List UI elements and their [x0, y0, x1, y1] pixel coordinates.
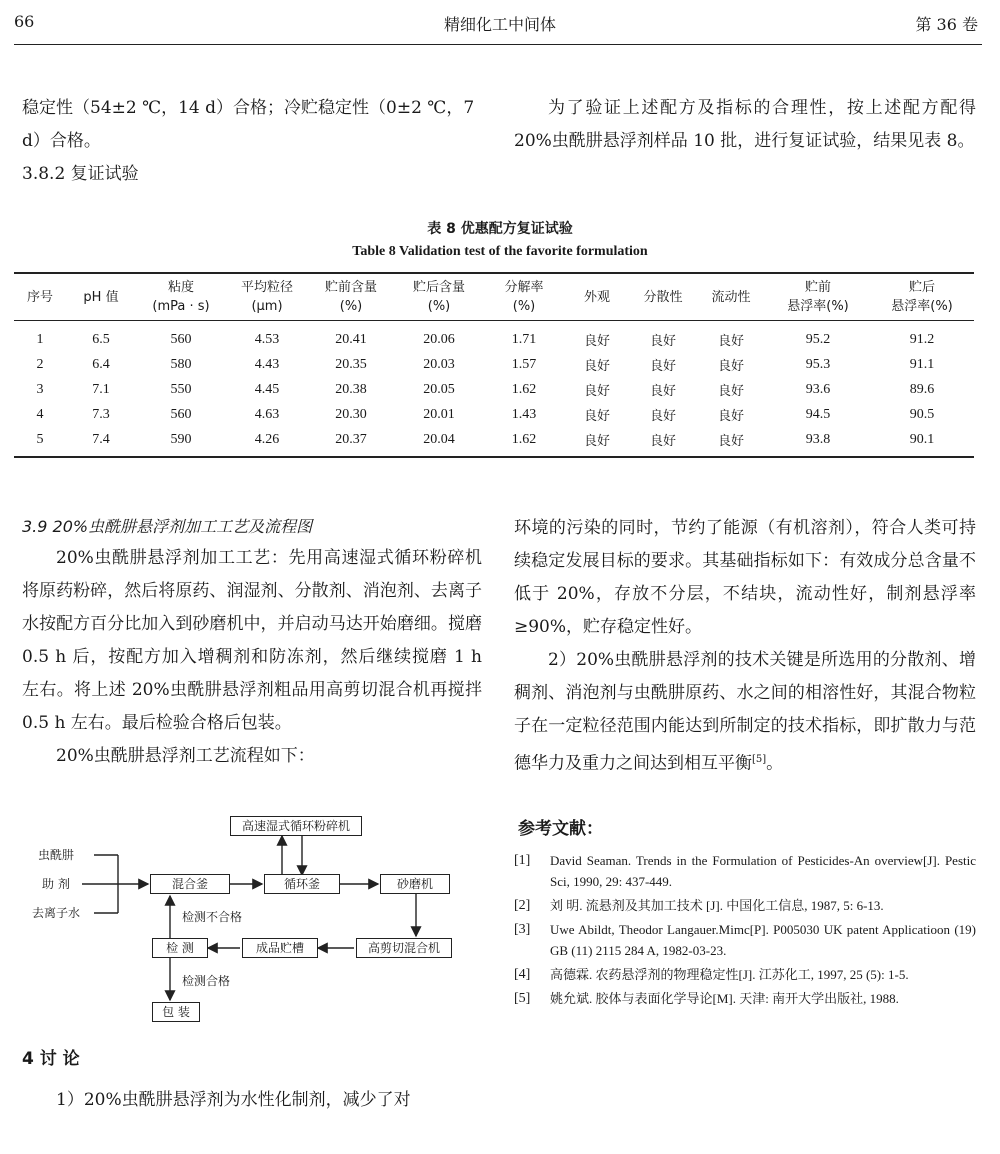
table-cell: 良好 [649, 384, 676, 399]
flow-box-sand-mill: 砂磨机 [380, 874, 450, 894]
table-cell: 1 [36, 331, 44, 347]
col-header: 贮前 悬浮率(%) [766, 273, 870, 321]
discussion-paragraph-1: 1）20%虫酰肼悬浮剂为水性化制剂，减少了对 [56, 1090, 411, 1110]
table-cell: 20.03 [423, 356, 455, 372]
flow-box-crusher: 高速湿式循环粉碎机 [230, 816, 362, 836]
reference-number: [3] [514, 922, 531, 937]
flow-box-pack: 包 装 [152, 1002, 200, 1022]
process-flowchart [30, 812, 460, 1032]
page-header [0, 0, 1000, 72]
table-cell: 4.45 [254, 381, 280, 397]
table-cell: 良好 [717, 384, 744, 399]
table-cell: 91.2 [909, 331, 935, 347]
table-cell: 20.38 [335, 381, 367, 397]
table-cell: 94.5 [805, 406, 831, 422]
table-cell: 良好 [696, 427, 766, 457]
table-cell: 20.04 [394, 427, 484, 457]
table-cell: 93.8 [766, 427, 870, 457]
col-header: 分解率 (%) [484, 273, 564, 321]
flow-input-water: 去离子水 [32, 906, 81, 920]
discussion-paragraph-2: 2）20%虫酰肼悬浮剂的技术关键是所选用的分散剂、增稠剂、消泡剂与虫酰肼原药、水之间的相溶性好，其混合物粒子在一定粒径范围内能达到所制定的技术指标，即扩散力与范德华力及重力之间达到相互平衡[5]。 [514, 650, 976, 774]
left-body-column [22, 512, 482, 773]
validation-table [14, 272, 974, 458]
col-header: 分散性 [630, 273, 696, 321]
flow-box-storage: 成品贮槽 [242, 938, 318, 958]
page-number: 66 [14, 12, 35, 31]
reference-number: [2] [514, 898, 531, 913]
col-header: 序号 [14, 273, 66, 321]
process-paragraph: 20%虫酰肼悬浮剂加工工艺：先用高速湿式循环粉碎机将原药粉碎，然后将原药、润湿剂、分散剂、消泡剂、去离子水按配方百分比加入到砂磨机中，并启动马达开始磨细。搅磨 0.5 h 后，按配方加入增稠剂和防冻剂，然后继续搅磨 1 h 左右。将上述 20%虫酰肼悬浮剂粗品用高剪切混合机再搅拌 0.5 h 左右。最后检验合格后包装。 [22, 548, 482, 733]
table-cell: 95.3 [805, 356, 831, 372]
table-cell: 560 [170, 406, 192, 422]
table-caption-en: Table 8 Validation test of the favorite formulation [352, 244, 648, 259]
reference-text: David Seaman. Trends in the Formulation of Pesticides-An overview[J]. Pestic Sci, 1990, 29: 437-449. [550, 853, 976, 889]
table-cell: 5 [14, 427, 66, 457]
table-cell: 580 [170, 356, 192, 372]
references-heading: 参考文献： [518, 819, 603, 839]
right-body-column [514, 512, 976, 781]
reference-number: [4] [514, 967, 531, 982]
table-cell: 6.5 [92, 331, 110, 347]
table-cell: 良好 [583, 334, 610, 349]
col-header: 贮前含量 (%) [308, 273, 394, 321]
reference-text: 高德霖. 农药悬浮剂的物理稳定性[J]. 江苏化工, 1997, 25 (5): 1-5. [550, 967, 909, 982]
table-cell: 良好 [630, 427, 696, 457]
table-cell: 20.05 [423, 381, 455, 397]
table-cell: 7.1 [92, 381, 110, 397]
table-cell: 良好 [564, 427, 630, 457]
journal-title: 精细化工中间体 [443, 15, 556, 34]
flow-input-additives: 助 剂 [42, 877, 70, 891]
col-header: pH 值 [66, 273, 136, 321]
flow-label-fail: 检测不合格 [182, 910, 243, 924]
col-header: 贮后 悬浮率(%) [870, 273, 974, 321]
table-header-row [14, 273, 974, 321]
references-list [514, 850, 976, 1012]
reference-item [514, 964, 976, 985]
section-4-heading: 4 讨 论 [22, 1049, 80, 1069]
reference-item [514, 988, 976, 1009]
reference-text: Uwe Abildt, Theodor Langauer.Mimc[P]. P005030 UK patent Applicatioon (19) GB (11) 2115 284 A, 1982-03-23. [550, 922, 976, 958]
table-cell: 4.53 [254, 331, 280, 347]
table-cell: 20.37 [308, 427, 394, 457]
table-cell: 良好 [649, 334, 676, 349]
reference-item [514, 895, 976, 916]
table-cell: 1.43 [511, 406, 537, 422]
table-cell: 3 [36, 381, 44, 397]
table-row [14, 402, 974, 427]
table-cell: 6.4 [92, 356, 110, 372]
table-cell: 7.3 [92, 406, 110, 422]
col-header: 外观 [564, 273, 630, 321]
header-rule [14, 44, 982, 45]
col-header: 平均粒径 (μm) [226, 273, 308, 321]
flow-box-mixer: 混合釜 [150, 874, 230, 894]
table-row [14, 352, 974, 377]
table-cell: 91.1 [909, 356, 935, 372]
table-cell: 1.62 [511, 381, 537, 397]
flow-label-pass: 检测合格 [182, 974, 231, 988]
stability-paragraph: 稳定性（54±2 ℃，14 d）合格；冷贮稳定性（0±2 ℃，7 d）合格。 [22, 98, 475, 151]
table-cell: 20.35 [335, 356, 367, 372]
table-cell: 93.6 [805, 381, 831, 397]
reference-number: [1] [514, 853, 531, 868]
section-3-9-heading: 3.9 20%虫酰肼悬浮剂加工工艺及流程图 [22, 517, 313, 536]
table-cell: 良好 [583, 384, 610, 399]
col-header: 流动性 [696, 273, 766, 321]
flow-intro-paragraph: 20%虫酰肼悬浮剂工艺流程如下： [56, 746, 315, 766]
table-caption-cn: 表 8 优惠配方复证试验 [427, 221, 573, 237]
table-cell: 1.62 [484, 427, 564, 457]
top-left-column [22, 92, 482, 191]
col-header: 贮后含量 (%) [394, 273, 484, 321]
table-cell: 良好 [717, 409, 744, 424]
reference-item [514, 919, 976, 961]
reference-number: [5] [514, 991, 531, 1006]
volume-label: 第 36 卷 [915, 15, 978, 34]
reference-item [514, 850, 976, 892]
table-cell: 89.6 [909, 381, 935, 397]
table-cell: 4.63 [254, 406, 280, 422]
table-cell: 4.43 [254, 356, 280, 372]
validation-intro-paragraph: 为了验证上述配方及指标的合理性，按上述配方配得 20%虫酰肼悬浮剂样品 10 批，进行复证试验，结果见表 8。 [514, 98, 976, 151]
reference-text: 姚允斌. 胶体与表面化学导论[M]. 天津: 南开大学出版社, 1988. [550, 991, 899, 1006]
table-cell: 良好 [649, 409, 676, 424]
table-row [14, 321, 974, 353]
table-cell: 590 [136, 427, 226, 457]
table-cell: 20.30 [335, 406, 367, 422]
table-cell: 550 [170, 381, 192, 397]
top-right-column [514, 92, 976, 158]
table-cell: 4 [36, 406, 44, 422]
table-cell: 20.06 [423, 331, 455, 347]
flow-input-tebufenozide: 虫酰肼 [38, 848, 75, 862]
citation-5: [5] [752, 754, 767, 765]
flow-box-circulation: 循环釜 [264, 874, 340, 894]
flowchart-connectors [30, 812, 460, 1032]
table-row [14, 377, 974, 402]
flow-box-shear-mixer: 高剪切混合机 [356, 938, 452, 958]
table-cell: 560 [170, 331, 192, 347]
left-discussion-column [22, 1042, 482, 1117]
table-cell: 4.26 [226, 427, 308, 457]
table-cell: 良好 [649, 359, 676, 374]
table-cell: 良好 [583, 409, 610, 424]
table-cell: 1.57 [511, 356, 537, 372]
section-3-8-2-heading: 3.8.2 复证试验 [22, 164, 139, 184]
table-cell: 90.5 [909, 406, 935, 422]
col-header: 粘度 (mPa · s) [136, 273, 226, 321]
table-cell: 良好 [717, 334, 744, 349]
table-row [14, 427, 974, 457]
table-cell: 1.71 [511, 331, 537, 347]
table-cell: 95.2 [805, 331, 831, 347]
reference-text: 刘 明. 流悬剂及其加工技术 [J]. 中国化工信息, 1987, 5: 6-13. [550, 898, 884, 913]
table-cell: 20.41 [335, 331, 367, 347]
table-cell: 良好 [583, 359, 610, 374]
table-cell: 20.01 [423, 406, 455, 422]
table-cell: 7.4 [66, 427, 136, 457]
table-cell: 2 [36, 356, 44, 372]
table-cell: 良好 [717, 359, 744, 374]
discussion-continued-paragraph: 环境的污染的同时，节约了能源（有机溶剂），符合人类可持续稳定发展目标的要求。其基础指标如下：有效成分总含量不低于 20%，存放不分层，不结块，流动性好，制剂悬浮率≥90%，贮存稳定性好。 [514, 518, 976, 637]
table-cell: 90.1 [870, 427, 974, 457]
flow-box-test: 检 测 [152, 938, 208, 958]
